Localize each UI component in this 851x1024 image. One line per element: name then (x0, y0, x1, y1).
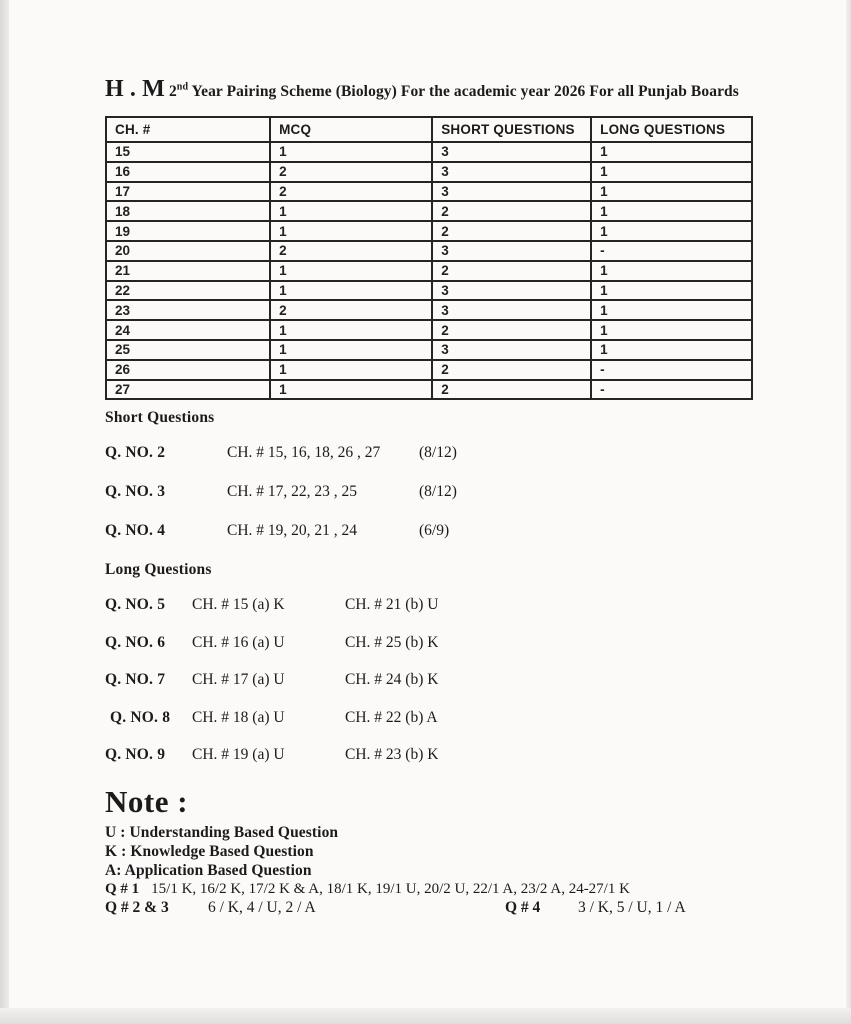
cell-short: 3 (432, 300, 591, 320)
scan-edge-left (0, 0, 9, 1024)
cell-mcq: 2 (270, 241, 432, 261)
question-number: Q. NO. 8 (110, 708, 171, 726)
note-q4-detail: 3 / K, 5 / U, 1 / A (578, 899, 686, 917)
cell-long: 1 (591, 340, 752, 360)
note-legend (105, 823, 755, 880)
header-short-questions: SHORT QUESTIONS (432, 117, 591, 142)
document-content (105, 76, 755, 917)
cell-short: 3 (432, 182, 591, 202)
cell-chapter: 18 (106, 201, 270, 221)
table-body (106, 142, 752, 399)
cell-mcq: 1 (270, 221, 432, 241)
table-row (106, 340, 752, 360)
header-mcq: MCQ (270, 117, 432, 142)
question-number: Q. NO. 4 (105, 522, 166, 540)
cell-short: 2 (432, 221, 591, 241)
title-grade-number: 2 (168, 83, 177, 100)
cell-short: 2 (432, 261, 591, 281)
cell-long: 1 (591, 182, 752, 202)
legend-understanding: U : Understanding Based Question (105, 823, 339, 841)
question-part-b: CH. # 21 (b) U (345, 596, 439, 614)
short-questions-list (105, 444, 755, 540)
table-row (106, 241, 752, 261)
long-question-row (105, 746, 755, 764)
cell-short: 2 (432, 380, 591, 400)
question-number: Q. NO. 2 (105, 444, 166, 462)
cell-chapter: 16 (106, 162, 270, 182)
cell-mcq: 1 (270, 201, 432, 221)
cell-chapter: 21 (106, 261, 270, 281)
long-question-row (105, 596, 755, 614)
question-part-b: CH. # 25 (b) K (345, 633, 439, 651)
question-part-a: CH. # 19 (a) U (192, 746, 285, 764)
cell-long: - (591, 241, 752, 261)
table-row (106, 142, 752, 162)
table-header (106, 117, 752, 142)
table-header-row (106, 117, 752, 142)
cell-chapter: 17 (106, 182, 270, 202)
note-q1-line (105, 880, 755, 899)
header-long-questions: LONG QUESTIONS (591, 117, 752, 142)
note-q4-label: Q # 4 (505, 899, 541, 917)
question-marks: (6/9) (419, 522, 450, 540)
long-question-row (105, 634, 755, 652)
cell-long: 1 (591, 300, 752, 320)
cell-mcq: 1 (270, 320, 432, 340)
question-number: Q. NO. 7 (105, 671, 166, 689)
long-questions-heading: Long Questions (105, 561, 212, 579)
question-chapters: CH. # 19, 20, 21 , 24 (227, 522, 358, 540)
cell-long: 1 (591, 281, 752, 301)
cell-mcq: 2 (270, 182, 432, 202)
cell-long: 1 (591, 320, 752, 340)
cell-mcq: 1 (270, 281, 432, 301)
pairing-scheme-table (105, 116, 753, 400)
short-question-row (105, 483, 755, 501)
title-brand: H . M (105, 76, 165, 102)
question-marks: (8/12) (419, 483, 457, 501)
cell-long: - (591, 380, 752, 400)
cell-short: 3 (432, 241, 591, 261)
table-row (106, 380, 752, 400)
cell-chapter: 15 (106, 142, 270, 162)
table-row (106, 162, 752, 182)
cell-chapter: 19 (106, 221, 270, 241)
short-question-row (105, 444, 755, 462)
question-chapters: CH. # 15, 16, 18, 26 , 27 (227, 444, 381, 462)
cell-mcq: 2 (270, 162, 432, 182)
cell-long: - (591, 360, 752, 380)
note-q23-detail: 6 / K, 4 / U, 2 / A (208, 899, 316, 917)
question-part-a: CH. # 15 (a) K (192, 596, 285, 614)
long-question-row (105, 709, 755, 727)
question-part-a: CH. # 18 (a) U (192, 708, 285, 726)
cell-long: 1 (591, 142, 752, 162)
question-part-b: CH. # 22 (b) A (345, 708, 438, 726)
note-bottom-line (105, 898, 755, 917)
question-number: Q. NO. 9 (105, 746, 166, 764)
cell-long: 1 (591, 201, 752, 221)
short-question-row (105, 522, 755, 540)
cell-short: 2 (432, 201, 591, 221)
scan-edge-bottom (0, 1008, 851, 1024)
header-chapter: CH. # (106, 117, 270, 142)
cell-short: 2 (432, 320, 591, 340)
cell-short: 3 (432, 281, 591, 301)
note-q23-label: Q # 2 & 3 (105, 899, 169, 917)
table-row (106, 300, 752, 320)
cell-short: 3 (432, 340, 591, 360)
table-row (106, 261, 752, 281)
cell-mcq: 1 (270, 261, 432, 281)
cell-chapter: 22 (106, 281, 270, 301)
note-heading: Note : (105, 783, 189, 819)
table-row (106, 360, 752, 380)
cell-mcq: 2 (270, 300, 432, 320)
scan-edge-right (846, 0, 851, 1024)
legend-knowledge: K : Knowledge Based Question (105, 842, 314, 860)
cell-chapter: 23 (106, 300, 270, 320)
table-row (106, 182, 752, 202)
cell-mcq: 1 (270, 142, 432, 162)
table-row (106, 201, 752, 221)
question-part-b: CH. # 24 (b) K (345, 671, 439, 689)
question-number: Q. NO. 5 (105, 596, 166, 614)
document-title (105, 76, 755, 103)
cell-long: 1 (591, 261, 752, 281)
table-row (106, 221, 752, 241)
question-number: Q. NO. 3 (105, 483, 166, 501)
question-part-a: CH. # 16 (a) U (192, 633, 285, 651)
table-row (106, 281, 752, 301)
table-row (106, 320, 752, 340)
title-text: Year Pairing Scheme (Biology) For the academic year 2026 For all Punjab Boards (188, 83, 739, 100)
cell-chapter: 27 (106, 380, 270, 400)
cell-mcq: 1 (270, 360, 432, 380)
cell-short: 2 (432, 360, 591, 380)
cell-long: 1 (591, 221, 752, 241)
cell-long: 1 (591, 162, 752, 182)
note-q1-label: Q # 1 (105, 880, 140, 897)
cell-chapter: 26 (106, 360, 270, 380)
cell-chapter: 25 (106, 340, 270, 360)
legend-application: A: Application Based Question (105, 861, 312, 879)
cell-mcq: 1 (270, 380, 432, 400)
cell-short: 3 (432, 142, 591, 162)
cell-short: 3 (432, 162, 591, 182)
long-question-row (105, 671, 755, 689)
title-grade-ordinal: nd (176, 81, 189, 93)
question-number: Q. NO. 6 (105, 633, 166, 651)
cell-chapter: 20 (106, 241, 270, 261)
question-part-a: CH. # 17 (a) U (192, 671, 285, 689)
short-questions-heading: Short Questions (105, 409, 215, 427)
cell-chapter: 24 (106, 320, 270, 340)
note-q1-detail: 15/1 K, 16/2 K, 17/2 K & A, 18/1 K, 19/1 U, 20/2 U, 22/1 A, 23/2 A, 24-27/1 K (151, 880, 630, 897)
long-questions-list (105, 596, 755, 764)
question-chapters: CH. # 17, 22, 23 , 25 (227, 483, 358, 501)
question-marks: (8/12) (419, 444, 457, 462)
question-part-b: CH. # 23 (b) K (345, 746, 439, 764)
cell-mcq: 1 (270, 340, 432, 360)
